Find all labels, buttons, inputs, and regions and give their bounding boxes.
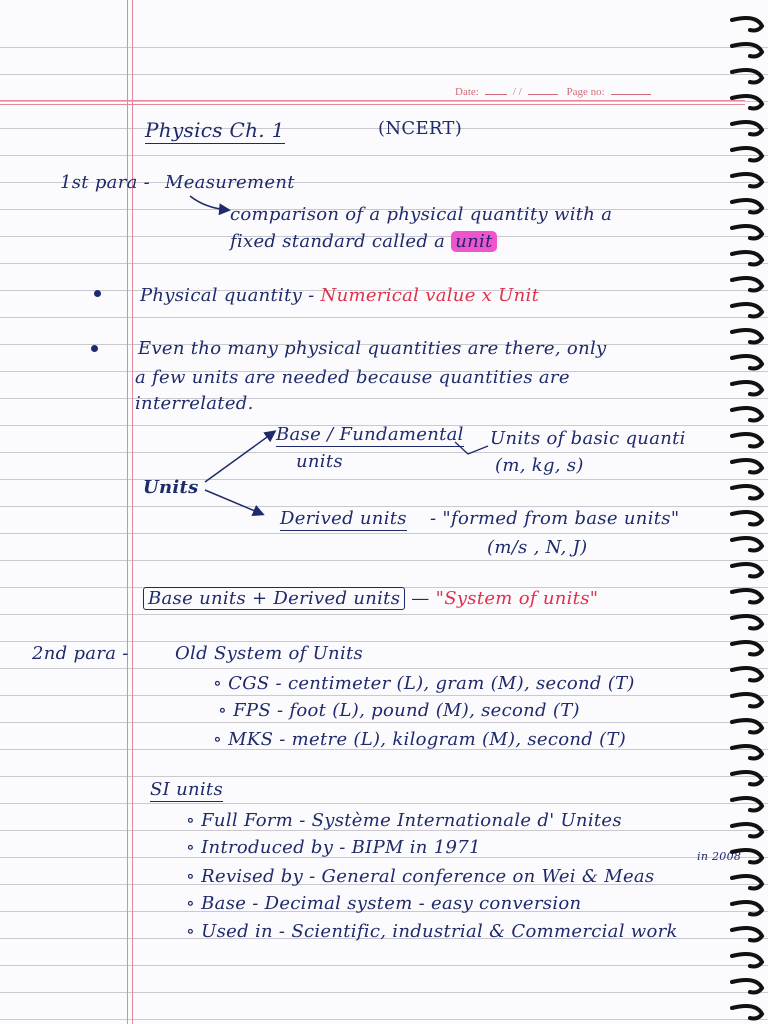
- title-tag: (NCERT): [378, 118, 463, 139]
- si-base: ∘ Base - Decimal system - easy conversion: [186, 893, 582, 914]
- base-units-line-1: Base / Fundamental: [276, 424, 464, 445]
- highlighted-unit: unit: [451, 231, 496, 252]
- spiral-coil: [732, 460, 762, 473]
- spiral-coil: [732, 434, 762, 447]
- spiral-coil: [732, 746, 762, 759]
- page-no-label: Page no:: [566, 86, 605, 98]
- spiral-coil: [732, 226, 762, 239]
- base-units-desc-1: Units of basic quanti: [490, 428, 686, 449]
- page-title: Physics Ch. 1: [145, 118, 285, 142]
- spiral-coil: [732, 512, 762, 525]
- spiral-coil: [732, 980, 762, 993]
- fps-item: ∘ FPS - foot (L), pound (M), second (T): [218, 700, 580, 721]
- spiral-coil: [732, 590, 762, 603]
- arrow-to-base-units: [205, 432, 274, 482]
- spiral-coil: [732, 538, 762, 551]
- si-used-in: ∘ Used in - Scientific, industrial & Commercial work: [186, 921, 678, 942]
- bullet2-line-2: a few units are needed because quantities are: [135, 367, 570, 388]
- section2-label: 2nd para -: [32, 643, 129, 664]
- spiral-coil: [732, 694, 762, 707]
- arrow-to-derived-units: [205, 490, 262, 514]
- si-heading: SI units: [150, 779, 223, 800]
- spiral-coil: [732, 564, 762, 577]
- section1-heading: Measurement: [165, 172, 295, 193]
- si-introduced-by: ∘ Introduced by - BIPM in 1971: [186, 837, 481, 858]
- spiral-coil: [732, 356, 762, 369]
- spiral-coil: [732, 304, 762, 317]
- spiral-coil: [732, 174, 762, 187]
- spiral-coil: [732, 70, 762, 83]
- spiral-coil: [732, 668, 762, 681]
- spiral-coil: [732, 486, 762, 499]
- spiral-coil: [732, 44, 762, 57]
- base-units-line-2: units: [296, 451, 343, 472]
- spiral-coil: [732, 382, 762, 395]
- si-full-form: ∘ Full Form - Système Internationale d' Unites: [186, 810, 622, 831]
- spiral-coil: [732, 1006, 762, 1019]
- spiral-coil: [732, 954, 762, 967]
- base-units-desc-2: (m, kg, s): [495, 455, 584, 476]
- spiral-coil: [732, 616, 762, 629]
- spiral-coil: [732, 148, 762, 161]
- spiral-coil: [732, 772, 762, 785]
- spiral-coil: [732, 720, 762, 733]
- spiral-coil: [732, 122, 762, 135]
- si-revised-by: ∘ Revised by - General conference on Wei & Meas: [186, 866, 655, 887]
- spiral-coil: [732, 278, 762, 291]
- summary-dash: —: [411, 588, 430, 609]
- cgs-item: ∘ CGS - centimeter (L), gram (M), second (T): [213, 673, 635, 694]
- date-label: Date:: [455, 86, 479, 98]
- spiral-coil: [732, 408, 762, 421]
- date-value: / /: [512, 86, 522, 98]
- spiral-coil: [732, 876, 762, 889]
- definition-line-1: comparison of a physical quantity with a: [230, 204, 613, 225]
- summary-system-of-units: "System of units": [435, 588, 599, 609]
- spiral-coil: [732, 850, 762, 863]
- derived-units-desc-2: (m/s , N, J): [487, 537, 588, 558]
- derived-units-label: Derived units: [280, 508, 407, 529]
- base-units-link: [455, 442, 488, 454]
- spiral-coil: [732, 824, 762, 837]
- mks-item: ∘ MKS - metre (L), kilogram (M), second (T): [213, 729, 627, 750]
- derived-units-desc-1: - "formed from base units": [430, 508, 680, 529]
- spiral-coil: [732, 330, 762, 343]
- bullet2-line-3: interrelated.: [135, 393, 254, 414]
- bullet2-line-1: Even tho many physical quantities are there, only: [138, 338, 607, 359]
- spiral-coil: [732, 902, 762, 915]
- spiral-coil: [732, 798, 762, 811]
- physical-quantity-label: Physical quantity -: [140, 285, 315, 306]
- spiral-coil: [732, 200, 762, 213]
- spiral-coil: [732, 642, 762, 655]
- section2-heading: Old System of Units: [175, 643, 364, 664]
- si-note: in 2008: [697, 850, 742, 863]
- section1-label: 1st para -: [60, 172, 151, 193]
- definition-line-2-text: fixed standard called a: [230, 231, 446, 252]
- measurement-arrow: [190, 196, 228, 210]
- physical-quantity-formula: Numerical value x Unit: [320, 285, 540, 306]
- spiral-binding: [728, 0, 768, 1024]
- units-label: Units: [143, 477, 199, 498]
- spiral-coil: [732, 18, 762, 31]
- spiral-coil: [732, 252, 762, 265]
- spiral-coil: [732, 928, 762, 941]
- summary-box: Base units + Derived units: [143, 587, 405, 610]
- spiral-coil: [732, 96, 762, 109]
